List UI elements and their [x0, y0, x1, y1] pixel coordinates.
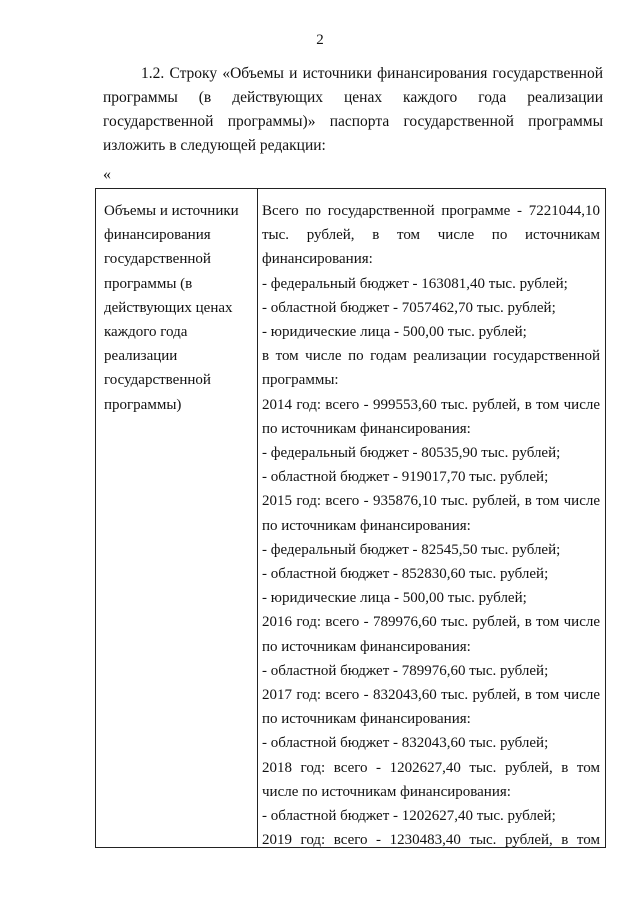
right-cell-line: 2019 год: всего - 1230483,40 тыс. рублей, в том [262, 832, 600, 848]
right-cell-line: - областной бюджет - 832043,60 тыс. рублей; [262, 735, 549, 752]
right-cell-line: тыс. рублей, в том числе по источникам [262, 227, 600, 244]
right-cell-line: по источникам финансирования: [262, 711, 471, 728]
table-right-cell [262, 199, 600, 848]
right-cell-line: - федеральный бюджет - 163081,40 тыс. рублей; [262, 275, 568, 292]
opening-quote-mark: « [103, 166, 111, 183]
left-cell-line: государственной [104, 251, 211, 268]
right-cell-line: числе по источникам финансирования: [262, 783, 511, 800]
right-cell-line: Всего по государственной программе - 7221044,10 [262, 203, 600, 219]
right-cell-line: - областной бюджет - 1202627,40 тыс. рублей; [262, 808, 556, 825]
right-cell-line: в том числе по годам реализации государственной [262, 348, 600, 365]
page-number: 2 [316, 32, 324, 48]
intro-paragraph: 1.2. Строку «Объемы и источники финансирования государственной программы (в действующих ценах каждого года реализации государственной программы)» паспорта государственной программы изложить в следующей редакции: [103, 65, 603, 154]
right-cell-line: программы: [262, 372, 339, 389]
left-cell-line: Объемы и источники [104, 203, 239, 219]
right-cell-line: по источникам финансирования: [262, 638, 471, 655]
right-cell-line: 2017 год: всего - 832043,60 тыс. рублей, в том числе [262, 687, 600, 704]
left-cell-line: программы) [104, 396, 182, 413]
right-cell-line: - юридические лица - 500,00 тыс. рублей; [262, 590, 527, 607]
right-cell-line: 2016 год: всего - 789976,60 тыс. рублей, в том числе [262, 614, 600, 631]
right-cell-line: - областной бюджет - 919017,70 тыс. рублей; [262, 469, 549, 486]
left-cell-line: государственной [104, 372, 211, 389]
left-cell-line: каждого года [104, 324, 188, 341]
right-cell-line: 2015 год: всего - 935876,10 тыс. рублей, в том числе [262, 493, 600, 510]
right-cell-line: - федеральный бюджет - 80535,90 тыс. рублей; [262, 445, 561, 462]
right-cell-line: - федеральный бюджет - 82545,50 тыс. рублей; [262, 541, 561, 558]
right-cell-line: 2014 год: всего - 999553,60 тыс. рублей, в том числе [262, 396, 600, 413]
right-cell-line: - областной бюджет - 789976,60 тыс. рублей; [262, 662, 549, 679]
right-cell-line: 2018 год: всего - 1202627,40 тыс. рублей, в том [262, 759, 600, 776]
right-cell-line: по источникам финансирования: [262, 517, 471, 534]
left-cell-line: действующих ценах [104, 299, 233, 316]
right-cell-line: финансирования: [262, 251, 373, 268]
left-cell-line: реализации [104, 348, 178, 365]
right-cell-line: - юридические лица - 500,00 тыс. рублей; [262, 324, 527, 341]
passport-table [95, 188, 606, 848]
left-cell-line: программы (в [104, 275, 193, 292]
table-left-cell [104, 199, 252, 417]
right-cell-line: - областной бюджет - 7057462,70 тыс. рублей; [262, 299, 556, 316]
left-cell-line: финансирования [104, 227, 211, 244]
right-cell-line: по источникам финансирования: [262, 420, 471, 437]
right-cell-line: - областной бюджет - 852830,60 тыс. рублей; [262, 566, 549, 583]
table-column-divider [257, 189, 258, 847]
